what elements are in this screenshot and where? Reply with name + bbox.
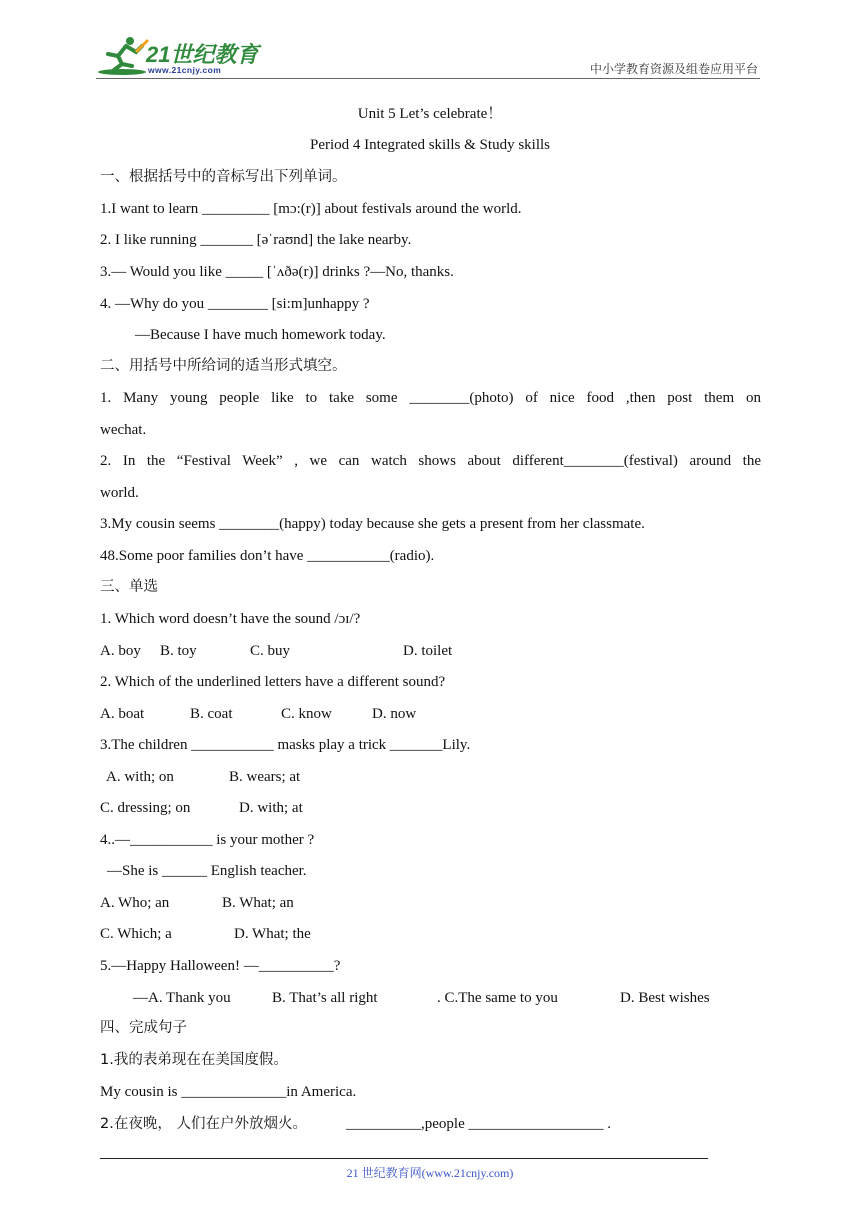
footer-divider bbox=[100, 1158, 708, 1159]
s2-question-3: 3.My cousin seems ________(happy) today because she gets a present from her classmate. bbox=[100, 516, 645, 532]
s4-question-2-english: __________,people __________________ . bbox=[346, 1116, 611, 1132]
s3-q3-option-a: A. with; on bbox=[106, 769, 174, 785]
s3-q2-option-b: B. coat bbox=[190, 706, 233, 722]
s3-q2-option-d: D. now bbox=[372, 706, 417, 722]
s3-q3-option-c: C. dressing; on bbox=[100, 800, 191, 816]
s3-question-5: 5.—Happy Halloween! —__________? bbox=[100, 958, 341, 974]
s3-q2-option-a: A. boat bbox=[100, 706, 145, 722]
header-divider bbox=[96, 78, 760, 79]
s1-question-3: 3.— Would you like _____ [ˈʌðə(r)] drinks ?—No, thanks. bbox=[100, 264, 454, 280]
page-title: Unit 5 Let’s celebrate！ bbox=[357, 106, 503, 122]
s1-question-4-answer: —Because I have much homework today. bbox=[135, 327, 386, 343]
s3-question-1: 1. Which word doesn’t have the sound /ɔɪ/? bbox=[100, 611, 361, 627]
s1-question-4: 4. —Why do you ________ [si:m]unhappy ? bbox=[100, 296, 370, 312]
s3-q5-option-a: —A. Thank you bbox=[133, 990, 231, 1006]
section-3-heading: 三、单选 bbox=[100, 579, 158, 595]
logo-url: www.21cnjy.com bbox=[148, 65, 222, 75]
platform-label: 中小学教育资源及组卷应用平台 bbox=[589, 62, 758, 76]
s2-question-4: 48.Some poor families don’t have ___________(radio). bbox=[100, 548, 435, 564]
logo-text: 21世纪教育 bbox=[146, 42, 259, 67]
s3-q3-option-d: D. with; at bbox=[239, 800, 303, 816]
s3-q4-option-d: D. What; the bbox=[234, 926, 311, 942]
s3-q4-option-c: C. Which; a bbox=[100, 926, 172, 942]
s3-q5-option-d: D. Best wishes bbox=[620, 990, 710, 1006]
s1-question-2: 2. I like running _______ [əˈraʊnd] the lake nearby. bbox=[100, 232, 412, 248]
s2-question-1-cont: wechat. bbox=[100, 422, 147, 438]
section-4-heading: 四、完成句子 bbox=[100, 1020, 187, 1036]
s3-q5-option-b: B. That’s all right bbox=[272, 990, 378, 1006]
s3-question-2: 2. Which of the underlined letters have a different sound? bbox=[100, 674, 446, 690]
s4-question-1-chinese: 1.我的表弟现在在美国度假。 bbox=[100, 1052, 288, 1068]
s3-q1-option-d: D. toilet bbox=[403, 643, 453, 659]
s3-question-4: 4..—___________ is your mother ? bbox=[100, 832, 315, 848]
s3-q4-option-a: A. Who; an bbox=[100, 895, 170, 911]
s3-q1-option-a: A. boy bbox=[100, 643, 141, 659]
s2-question-2-cont: world. bbox=[100, 485, 139, 501]
s2-question-1: 1. Many young people like to take some ________(photo) of nice food ,then post them on bbox=[100, 390, 761, 406]
page-subtitle: Period 4 Integrated skills & Study skills bbox=[310, 137, 550, 153]
section-1-heading: 一、根据括号中的音标写出下列单词。 bbox=[100, 169, 347, 185]
page-header bbox=[96, 30, 760, 78]
section-2-heading: 二、用括号中所给词的适当形式填空。 bbox=[100, 358, 347, 374]
s4-question-2-chinese: 2.在夜晚， 人们在户外放烟火。 bbox=[100, 1116, 307, 1132]
s3-q3-option-b: B. wears; at bbox=[229, 769, 301, 785]
s3-q2-option-c: C. know bbox=[281, 706, 332, 722]
s3-question-4-line2: —She is ______ English teacher. bbox=[107, 863, 307, 879]
s3-q5-option-c: . C.The same to you bbox=[437, 990, 558, 1006]
page-footer: 21 世纪教育网(www.21cnjy.com) bbox=[346, 1166, 514, 1180]
s1-question-1: 1.I want to learn _________ [mɔ:(r)] about festivals around the world. bbox=[100, 201, 522, 217]
s3-q1-option-b: B. toy bbox=[160, 643, 197, 659]
s3-q4-option-b: B. What; an bbox=[222, 895, 294, 911]
s3-question-3: 3.The children ___________ masks play a trick _______Lily. bbox=[100, 737, 471, 753]
s4-question-1-english: My cousin is ______________in America. bbox=[100, 1084, 357, 1100]
s2-question-2: 2. In the “Festival Week” , we can watch shows about different________(festival) around the bbox=[100, 453, 761, 469]
s3-q1-option-c: C. buy bbox=[250, 643, 291, 659]
site-logo bbox=[96, 34, 266, 78]
